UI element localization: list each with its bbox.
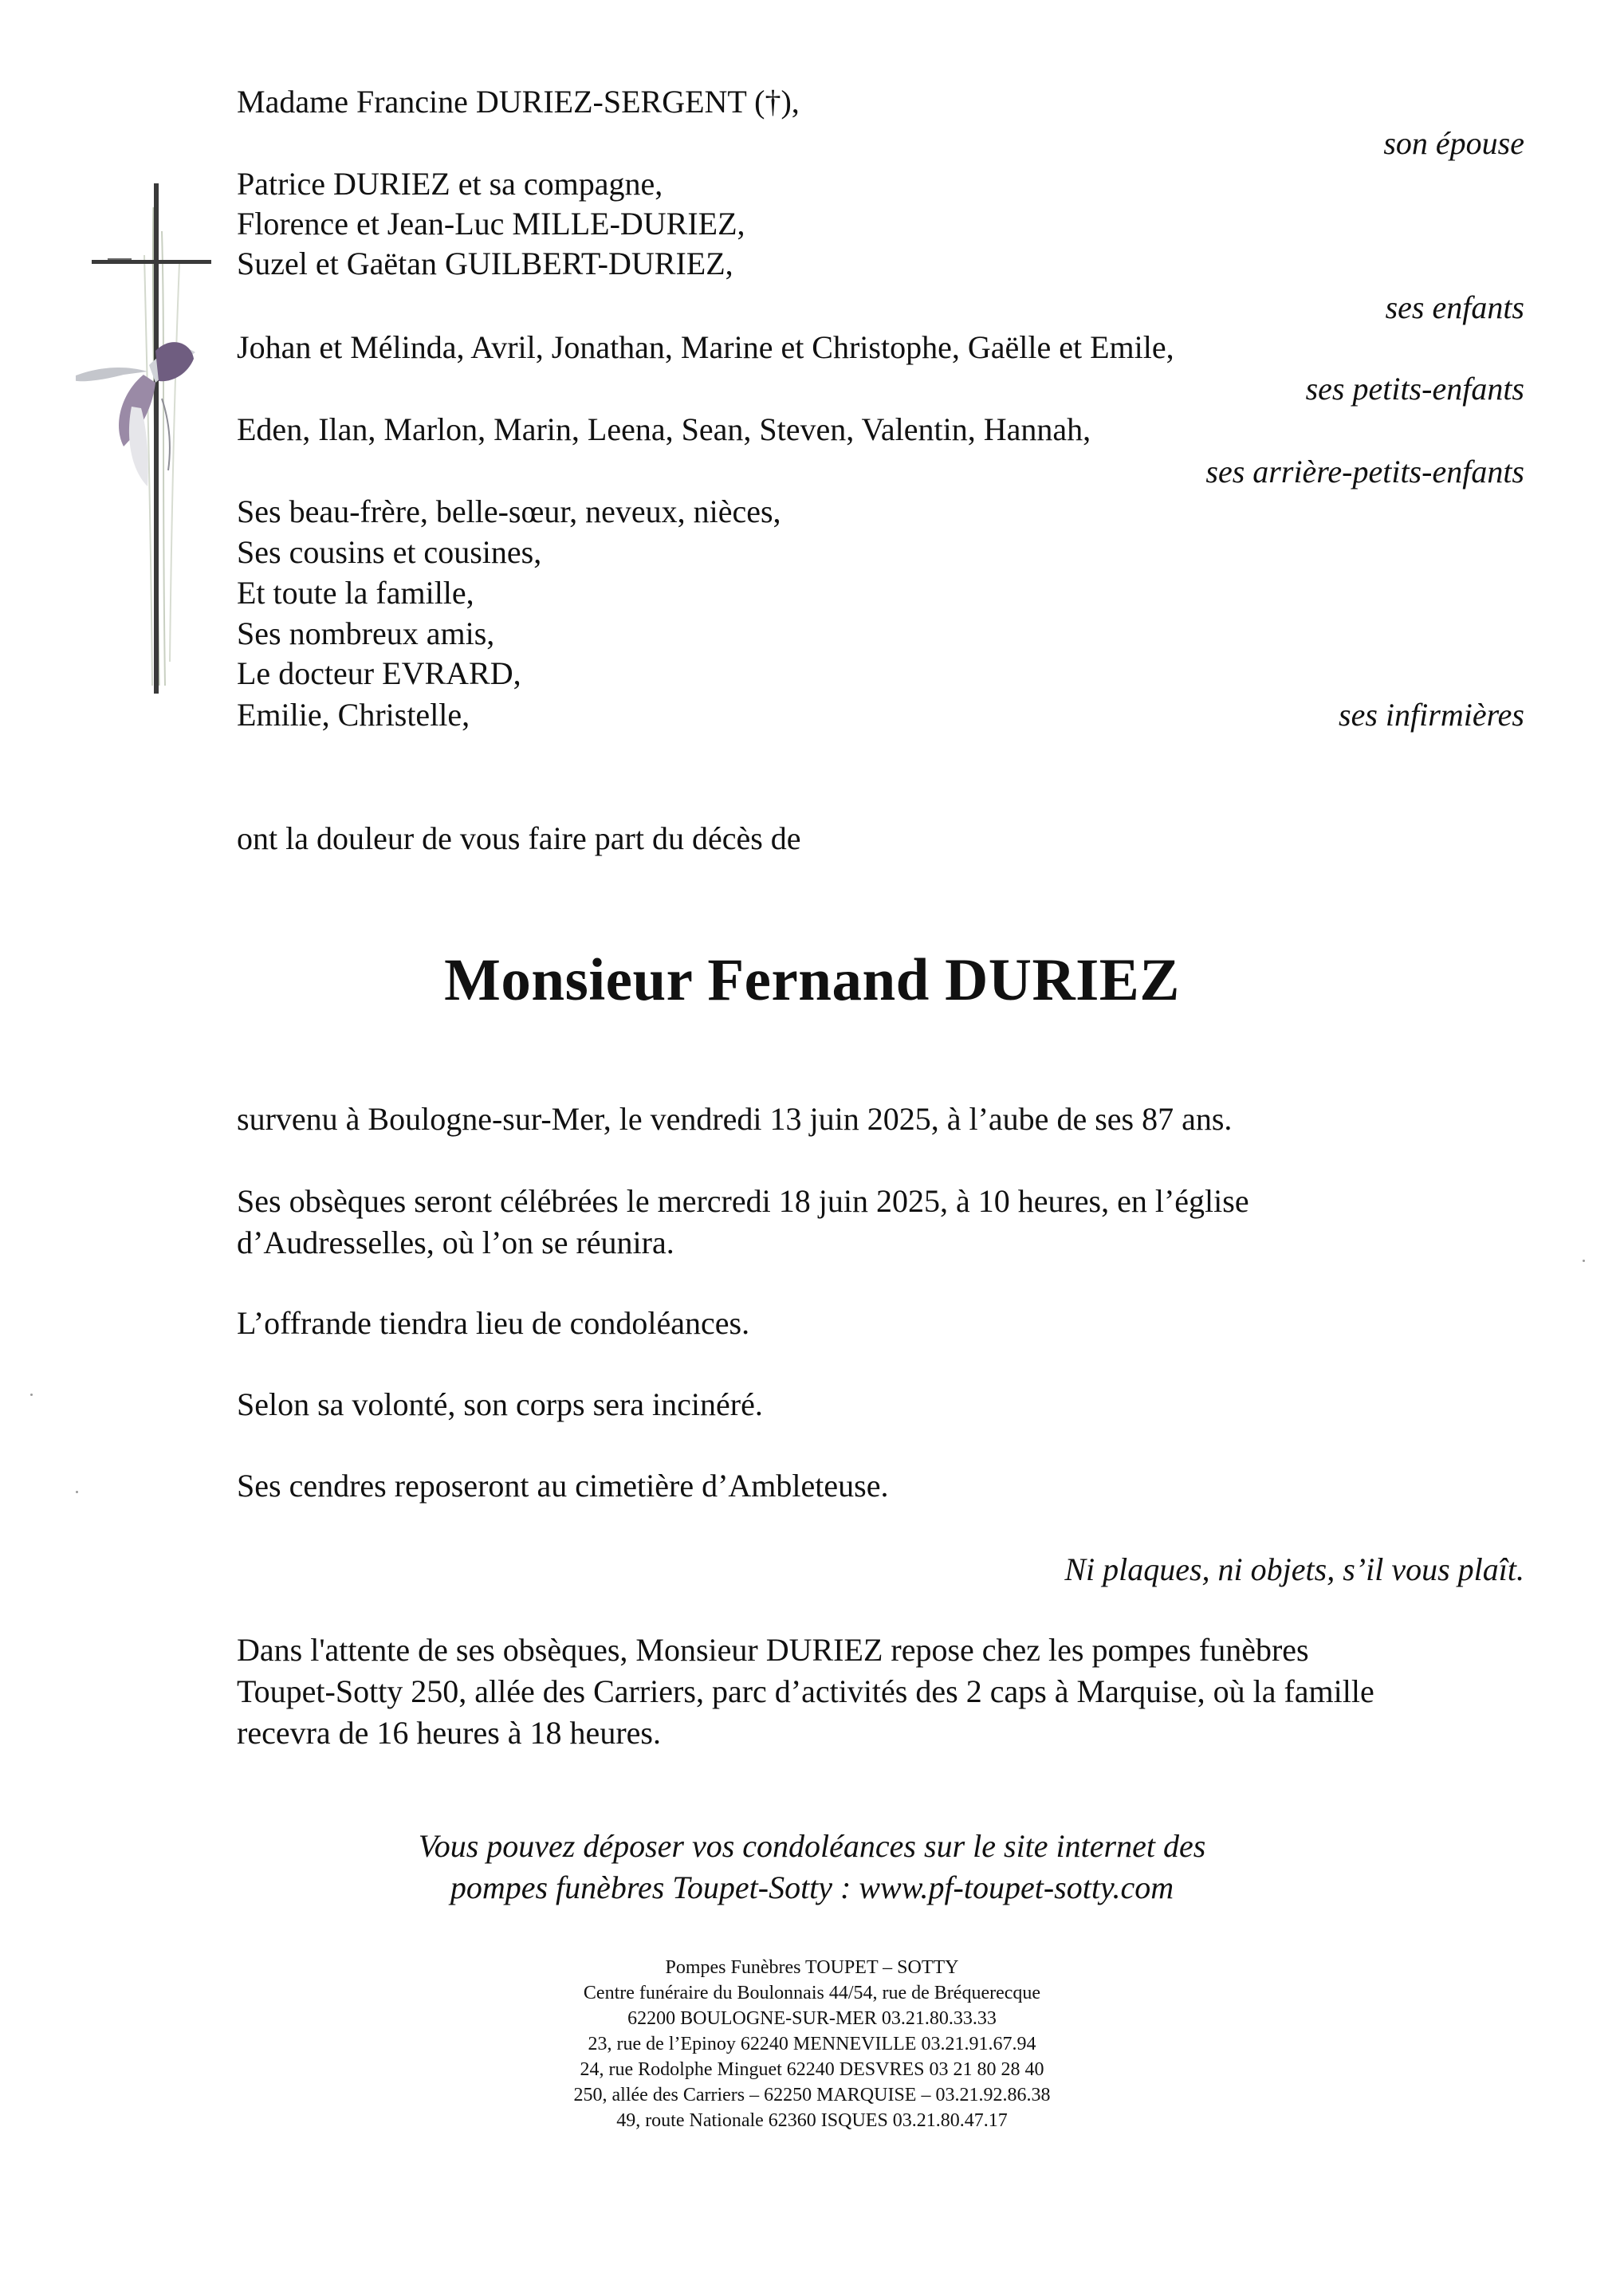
offering-line: L’offrande tiendra lieu de condoléances. [237,1305,750,1341]
family-line: Ses nombreux amis, [237,615,495,651]
child-line: Suzel et Gaëtan GUILBERT-DURIEZ, [237,246,733,281]
death-line: survenu à Boulogne-sur-Mer, le vendredi 13 juin 2025, à l’aube de ses 87 ans. [237,1101,1233,1137]
scan-speck [1583,1260,1585,1262]
rest-line: recevra de 16 heures à 18 heures. [237,1715,661,1751]
no-plaques-note: Ni plaques, ni objets, s’il vous plaît. [1064,1551,1524,1587]
condolences-line: Vous pouvez déposer vos condoléances sur le site internet des [418,1828,1206,1864]
cremation-line: Selon sa volonté, son corps sera incinéré. [237,1386,763,1422]
family-line: Ses beau-frère, belle-sœur, neveux, nièces, [237,493,781,529]
footer-line: 250, allée des Carriers – 62250 MARQUISE – 03.21.92.86.38 [573,2085,1051,2105]
child-line: Florence et Jean-Luc MILLE-DURIEZ, [237,206,745,242]
announcement: ont la douleur de vous faire part du décès de [237,820,801,856]
death-details [237,1099,1544,1140]
funeral-home-footer [0,1955,1624,2133]
footer-line: 49, route Nationale 62360 ISQUES 03.21.80.47.17 [616,2110,1008,2131]
family-line: Et toute la famille, [237,575,474,611]
relation-grandchildren: ses petits-enfants [1305,371,1524,407]
great-grandchildren-line: Eden, Ilan, Marlon, Marin, Leena, Sean, Steven, Valentin, Hannah, [237,411,1091,447]
grandchildren-line: Johan et Mélinda, Avril, Jonathan, Marine et Christophe, Gaëlle et Emile, [237,329,1174,365]
relation-great-grandchildren: ses arrière-petits-enfants [1205,454,1524,489]
footer-line: Centre funéraire du Boulonnais 44/54, rue de Bréquerecque [583,1983,1041,2003]
ashes-line: Ses cendres reposeront au cimetière d’Ambleteuse. [237,1468,889,1504]
ashes-note [237,1465,1544,1507]
family-line: Le docteur EVRARD, [237,655,521,691]
deceased-name: Monsieur Fernand DURIEZ [444,947,1180,1013]
footer-line: 62200 BOULOGNE-SUR-MER 03.21.80.33.33 [627,2008,997,2029]
family-line: Ses cousins et cousines, [237,534,542,570]
family-line: Emilie, Christelle, [237,697,470,733]
offering-note [237,1303,1544,1344]
rest-line: Toupet-Sotty 250, allée des Carriers, parc d’activités des 2 caps à Marquise, où la famille [237,1673,1374,1709]
funeral-details [237,1181,1544,1264]
spouse-name: Madame Francine DURIEZ-SERGENT (†), [237,84,800,120]
funeral-line: d’Audresselles, où l’on se réunira. [237,1225,674,1260]
relation-spouse: son épouse [1383,125,1524,161]
scan-speck [30,1394,33,1396]
scan-speck [76,1491,78,1493]
condolences-line: pompes funèbres Toupet-Sotty : www.pf-toupet-sotty.com [450,1869,1174,1905]
funeral-line: Ses obsèques seront célébrées le mercredi 18 juin 2025, à 10 heures, en l’église [237,1183,1249,1219]
relation-children: ses enfants [1385,289,1524,325]
cremation-note [237,1384,1544,1425]
child-line: Patrice DURIEZ et sa compagne, [237,166,663,202]
footer-line: 23, rue de l’Epinoy 62240 MENNEVILLE 03.21.91.67.94 [588,2034,1036,2054]
rest-details [237,1630,1544,1754]
relation-nurses: ses infirmières [1339,697,1524,733]
cross-with-calla-lily-icon [76,183,227,694]
condolences-note [0,1826,1624,1909]
footer-line: Pompes Funèbres TOUPET – SOTTY [665,1957,959,1978]
footer-line: 24, rue Rodolphe Minguet 62240 DESVRES 03 21 80 28 40 [580,2059,1044,2080]
rest-line: Dans l'attente de ses obsèques, Monsieur DURIEZ repose chez les pompes funèbres [237,1632,1309,1668]
